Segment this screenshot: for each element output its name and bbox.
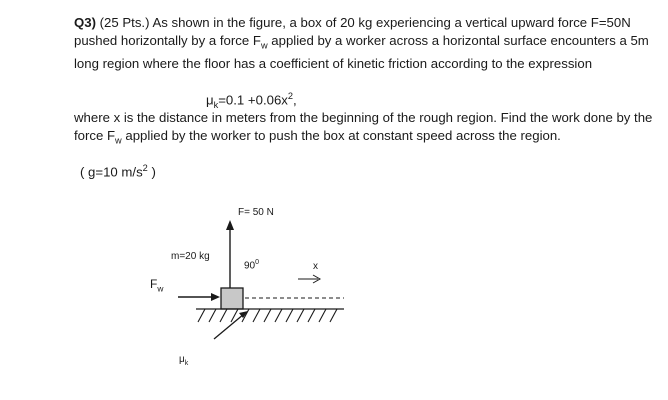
- force-label: F= 50 N: [238, 207, 274, 218]
- fw-subscript: w: [260, 40, 268, 51]
- vertical-arrowhead: [226, 220, 234, 230]
- fw-arrowhead: [211, 293, 220, 301]
- friction-pointer: [214, 314, 244, 339]
- problem-text-2a: where x is the distance in meters from the beginning of the rough region. Find the work done by the force F: [74, 110, 653, 143]
- box: [221, 288, 243, 309]
- problem-text-1-rest: applied by a worker across a horizontal surface encounters a 5m long region where the floor has a coefficient of kinetic friction according to the expression: [74, 33, 649, 71]
- problem-paragraph-2: where x is the distance in meters from the beginning of the rough region. Find the work done by the force $F_w$ applied by the worker to push the box at constant speed across the region.: [74, 110, 653, 146]
- question-number: Q3): [74, 15, 96, 30]
- angle-label: $90^0$: [244, 259, 260, 272]
- mu-label: $\mu_k$: [179, 354, 189, 367]
- gravity-note: ( g=10 $m/s^2$ ): [80, 163, 156, 180]
- x-label: x: [313, 261, 318, 272]
- question-points: (25 Pts.): [99, 15, 150, 30]
- mass-label: m=20 kg: [171, 251, 210, 262]
- friction-formula: $\mu_k=0.1 +0.06x^2$,: [206, 91, 297, 111]
- fw-label: $F_w$: [150, 277, 164, 294]
- ground-hatching: [198, 309, 337, 322]
- problem-text-2b: applied by the worker to push the box at constant speed across the region.: [121, 128, 561, 143]
- problem-text-1: As shown in the figure, a box of 20 kg experiencing a vertical upward force F=50N pushed horizontally by a force F: [74, 15, 631, 48]
